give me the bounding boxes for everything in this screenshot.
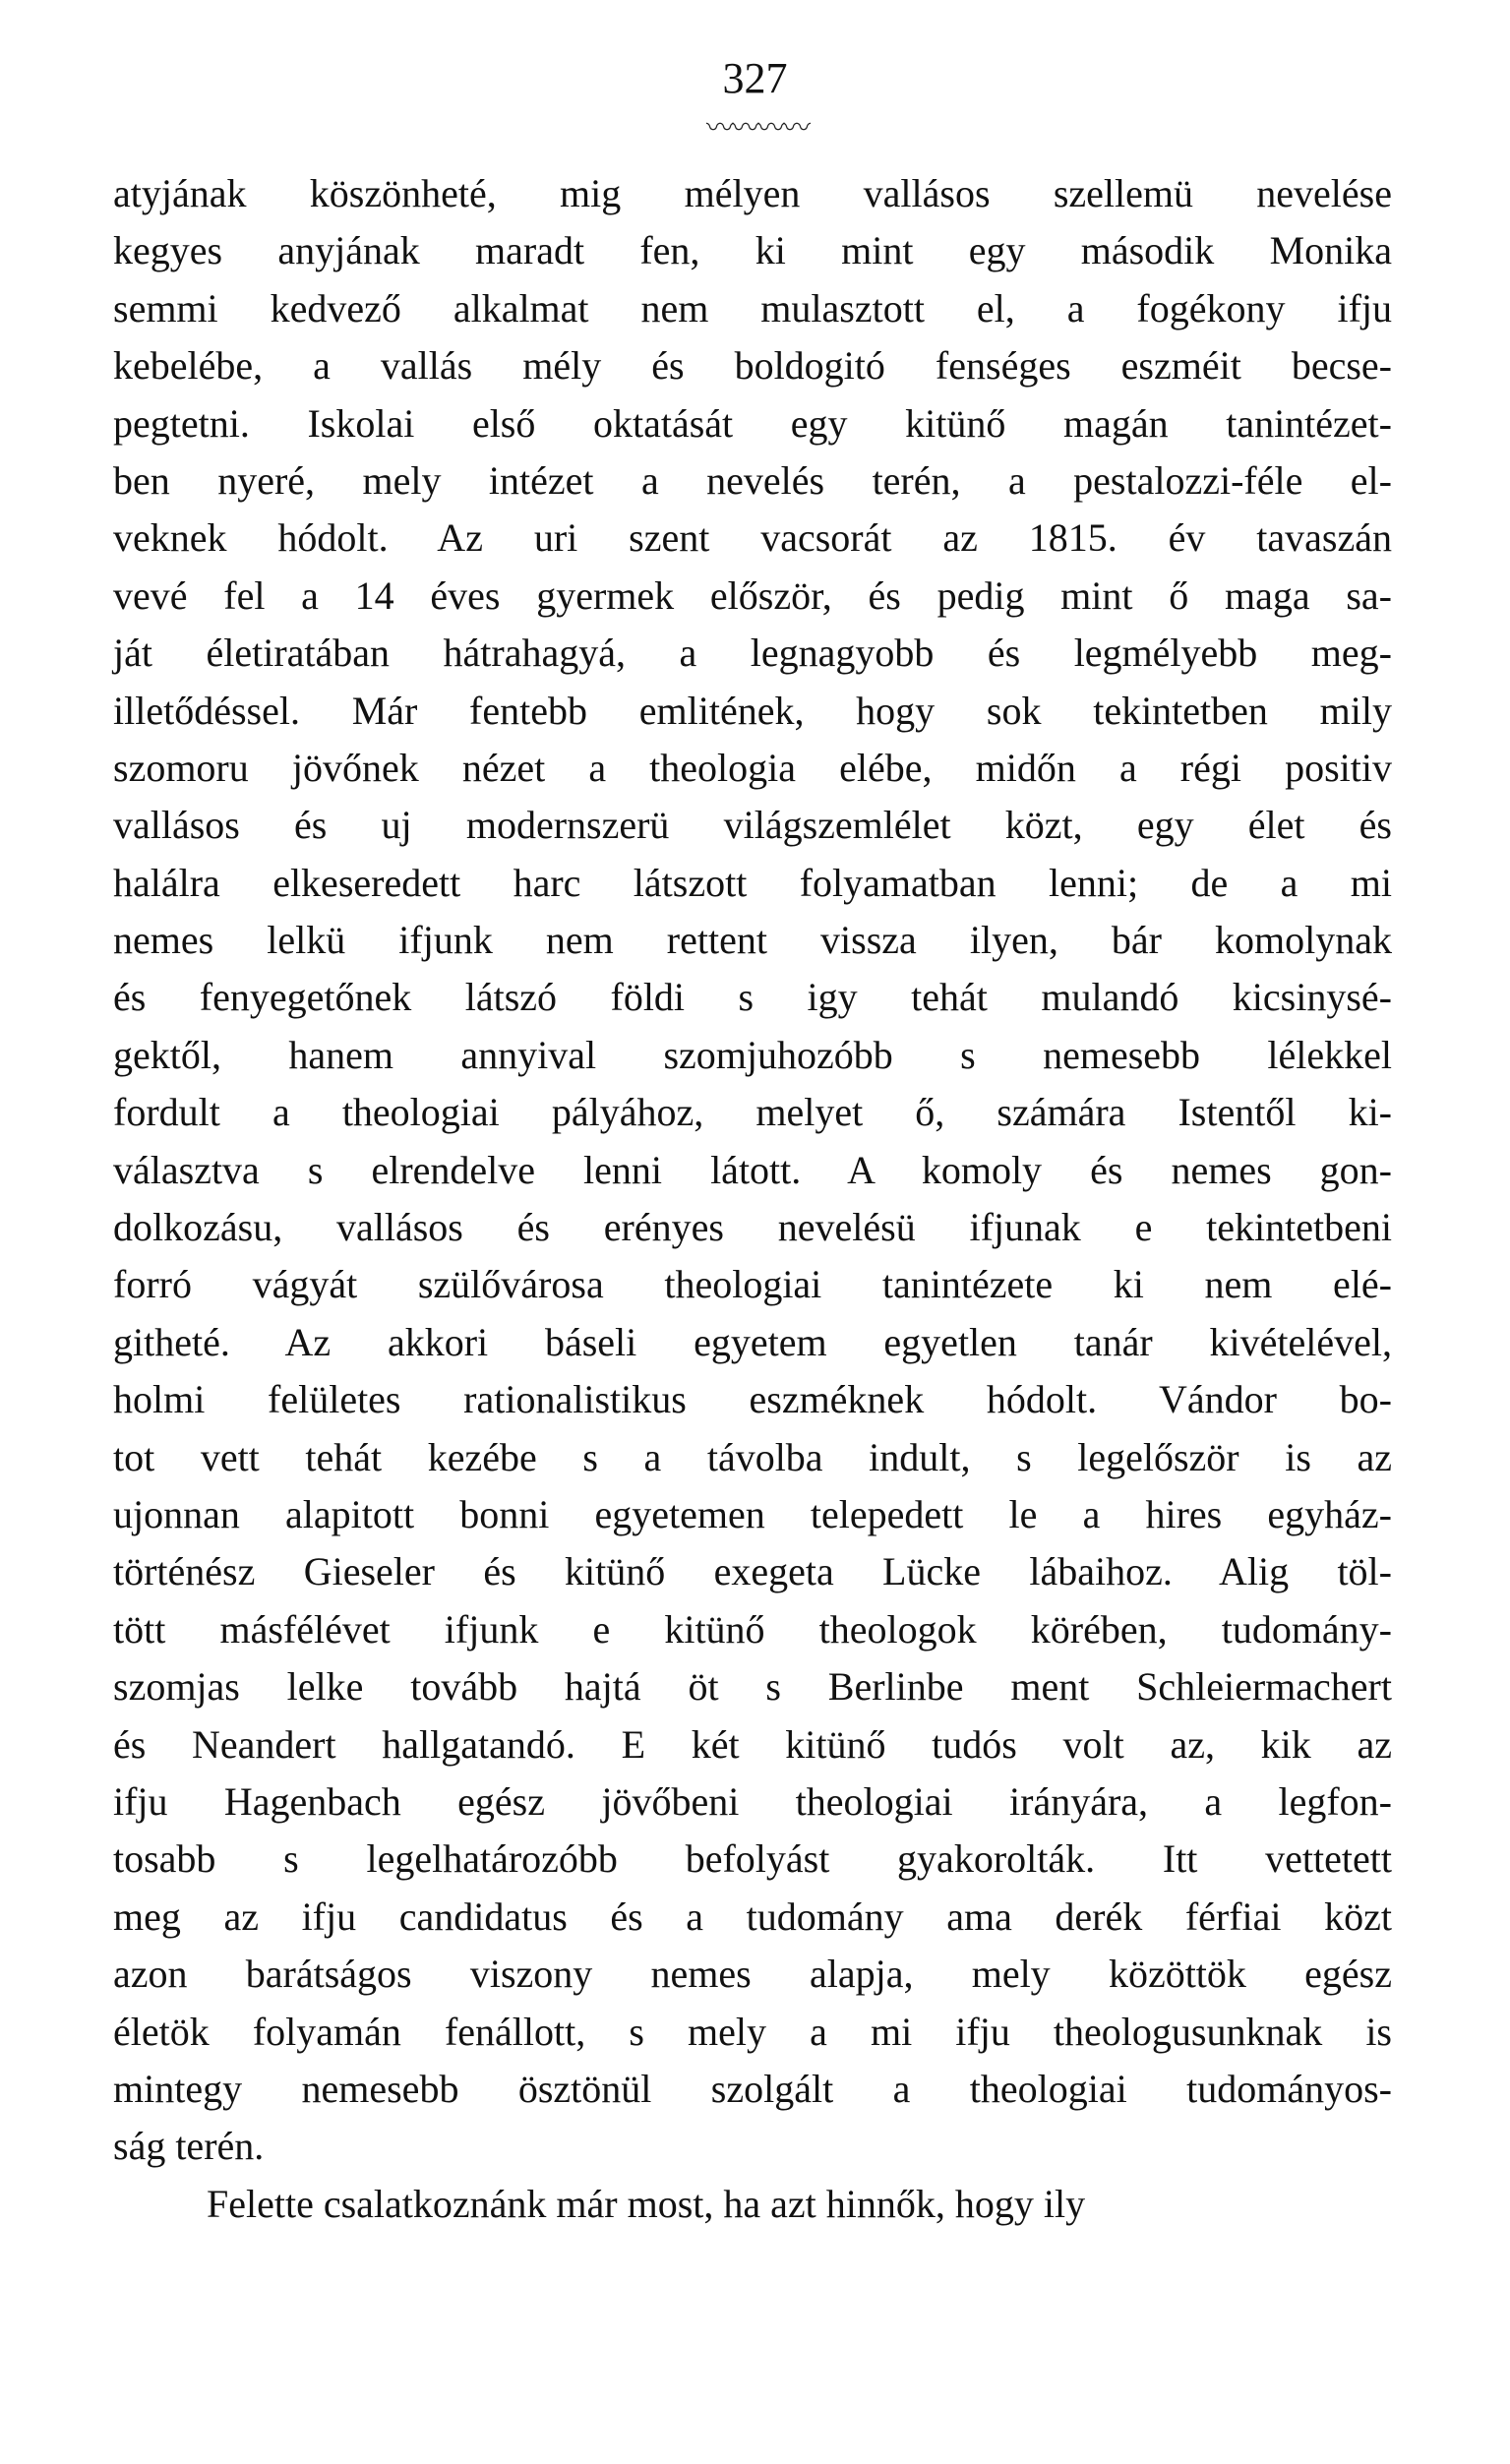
text-line: dolkozásu, vallásos és erényes nevelésü ifjunak e tekintetbeni	[113, 1205, 1392, 1250]
text-line: semmi kedvező alkalmat nem mulasztott el, a fogékony ifju	[113, 285, 1392, 331]
text-line: történész Gieseler és kitünő exegeta Lücke lábaihoz. Alig töl-	[113, 1549, 1392, 1594]
text-line: ben nyeré, mely intézet a nevelés terén, a pestalozzi-féle el-	[113, 457, 1392, 503]
text-line: illetődéssel. Már fentebb emlitének, hogy sok tekintetben mily	[113, 688, 1392, 733]
paragraph-end-line: ság terén.	[113, 2124, 265, 2169]
text-line: tött másfélévet ifjunk e kitünő theologok körében, tudomány-	[113, 1606, 1392, 1652]
text-line: gektől, hanem annyival szomjuhozóbb s nemesebb lélekkel	[113, 1032, 1392, 1077]
text-line: vevé fel a 14 éves gyermek először, és pedig mint ő maga sa-	[113, 572, 1392, 618]
text-line: szomjas lelke tovább hajtá öt s Berlinbe ment Schleiermachert	[113, 1664, 1392, 1710]
text-line: tosabb s legelhatározóbb befolyást gyakorolták. Itt vettetett	[113, 1836, 1392, 1882]
text-line: szomoru jövőnek nézet a theologia elébe, midőn a régi positiv	[113, 745, 1392, 790]
text-line: kebelébe, a vallás mély és boldogitó fenséges eszméit becse-	[113, 343, 1392, 389]
text-line: azon barátságos viszony nemes alapja, mely közöttök egész	[113, 1952, 1392, 1997]
text-line: életök folyamán fenállott, s mely a mi ifju theologusunknak is	[113, 2009, 1392, 2054]
page-number: 327	[722, 54, 788, 102]
paragraph-start-line: Felette csalatkoznánk már most, ha azt hinnők, hogy ily	[207, 2181, 1086, 2226]
text-line: fordult a theologiai pályához, melyet ő, számára Istentől ki-	[113, 1090, 1392, 1135]
text-line: mintegy nemesebb ösztönül szolgált a theologiai tudományos-	[113, 2066, 1392, 2111]
text-line: halálra elkeseredett harc látszott folyamatban lenni; de a mi	[113, 860, 1392, 905]
text-line: meg az ifju candidatus és a tudomány ama derék férfiai közt	[113, 1893, 1392, 1939]
text-line: vallásos és uj modernszerü világszemlélet közt, egy élet és	[113, 803, 1392, 848]
text-line: nemes lelkü ifjunk nem rettent vissza ilyen, bár komolynak	[113, 918, 1392, 963]
text-line: githeté. Az akkori báseli egyetem egyetlen tanár kivételével,	[113, 1319, 1392, 1364]
text-line: pegtetni. Iskolai első oktatását egy kitünő magán tanintézet-	[113, 400, 1392, 446]
text-line: és Neandert hallgatandó. E két kitünő tudós volt az, kik az	[113, 1721, 1392, 1767]
text-line: kegyes anyjának maradt fen, ki mint egy második Monika	[113, 228, 1392, 273]
text-line: ifju Hagenbach egész jövőbeni theologiai irányára, a legfon-	[113, 1778, 1392, 1824]
text-line: tot vett tehát kezébe s a távolba indult, s legelőször is az	[113, 1434, 1392, 1479]
text-line: forró vágyát szülővárosa theologiai tanintézete ki nem elé-	[113, 1262, 1392, 1307]
text-line: és fenyegetőnek látszó földi s igy tehát mulandó kicsinysé-	[113, 975, 1392, 1020]
text-line: atyjának köszönheté, mig mélyen vallásos szellemü nevelése	[113, 171, 1392, 215]
page-number-ornament: 〰〰〰〰	[705, 111, 809, 144]
text-line: holmi felületes rationalistikus eszméknek hódolt. Vándor bo-	[113, 1377, 1392, 1422]
text-line: ját életiratában hátrahagyá, a legnagyobb és legmélyebb meg-	[113, 631, 1392, 676]
body-text	[113, 165, 1392, 2233]
text-line: veknek hódolt. Az uri szent vacsorát az 1815. év tavaszán	[113, 515, 1392, 561]
text-line: ujonnan alapitott bonni egyetemen telepedett le a hires egyház-	[113, 1491, 1392, 1536]
text-line: választva s elrendelve lenni látott. A komoly és nemes gon-	[113, 1147, 1392, 1192]
